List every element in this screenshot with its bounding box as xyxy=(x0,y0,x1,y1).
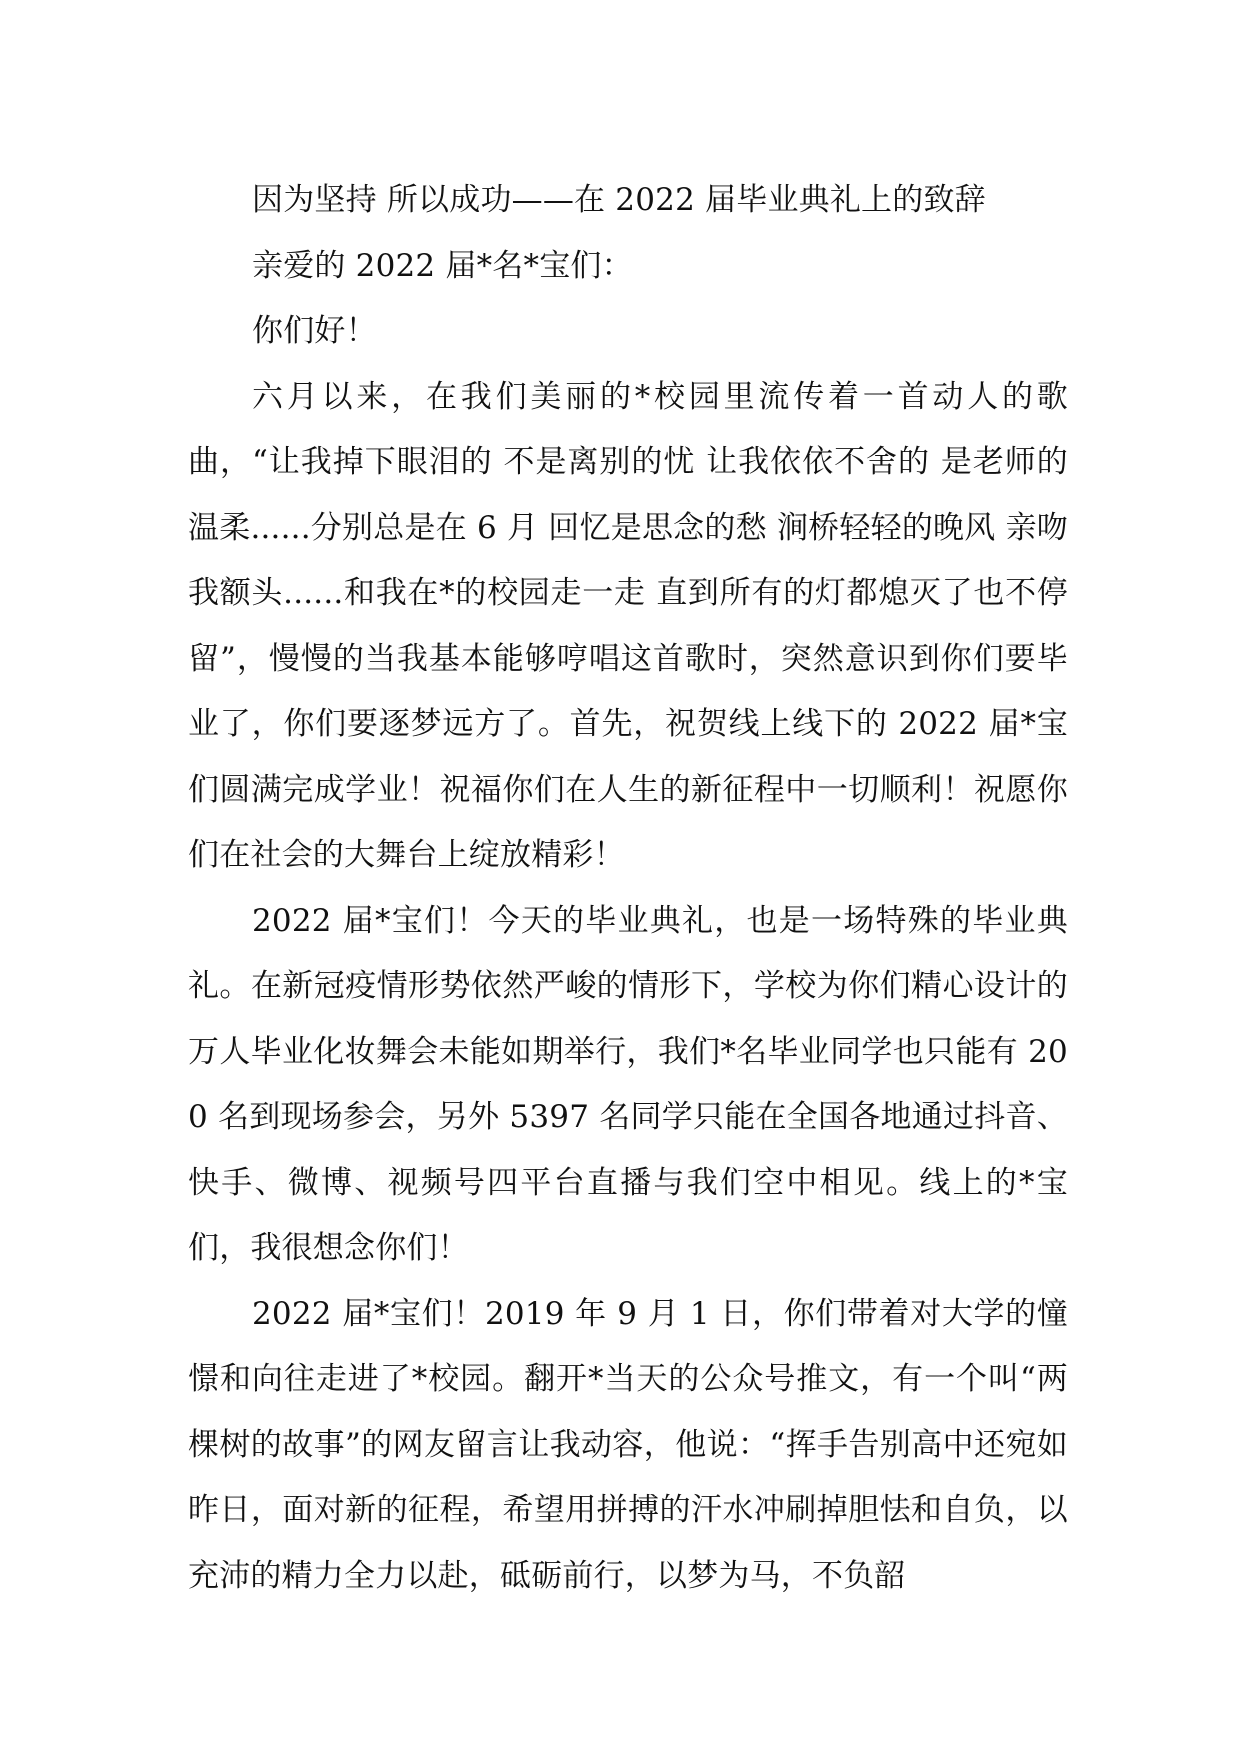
document-title: 因为坚持 所以成功——在 2022 届毕业典礼上的致辞 xyxy=(252,182,986,218)
document-body xyxy=(188,168,1068,1609)
paragraph-2: 2022 届*宝们！今天的毕业典礼，也是一场特殊的毕业典礼。在新冠疫情形势依然严峻的情形下，学校为你们精心设计的万人毕业化妆舞会未能如期举行，我们*名毕业同学也只能有 200 名到现场参会，另外 5397 名同学只能在全国各地通过抖音、快手、微博、视频号四平台直播与我们空中相见。线上的*宝们，我很想念你们！ xyxy=(188,902,1068,1266)
greeting: 你们好！ xyxy=(252,313,377,349)
paragraph-1: 六月以来，在我们美丽的*校园里流传着一首动人的歌曲，“让我掉下眼泪的 不是离别的忧 让我依依不舍的 是老师的温柔......分别总是在 6 月 回忆是思念的愁 涧桥轻轻的晚风 亲吻我额头......和我在*的校园走一走 直到所有的灯都熄灭了也不停留”，慢慢的当我基本能够哼唱这首歌时，突然意识到你们要毕业了，你们要逐梦远方了。首先，祝贺线上线下的 2022 届*宝们圆满完成学业！祝福你们在人生的新征程中一切顺利！祝愿你们在社会的大舞台上绽放精彩！ xyxy=(188,378,1068,873)
paragraph-3: 2022 届*宝们！2019 年 9 月 1 日，你们带着对大学的憧憬和向往走进了*校园。翻开*当天的公众号推文，有一个叫“两棵树的故事”的网友留言让我动容，他说：“挥手告别高中还宛如昨日，面对新的征程，希望用拼搏的汗水冲刷掉胆怯和自负，以充沛的精力全力以赴，砥砺前行，以梦为马，不负韶 xyxy=(188,1295,1068,1594)
salutation: 亲爱的 2022 届*名*宝们： xyxy=(252,247,633,284)
